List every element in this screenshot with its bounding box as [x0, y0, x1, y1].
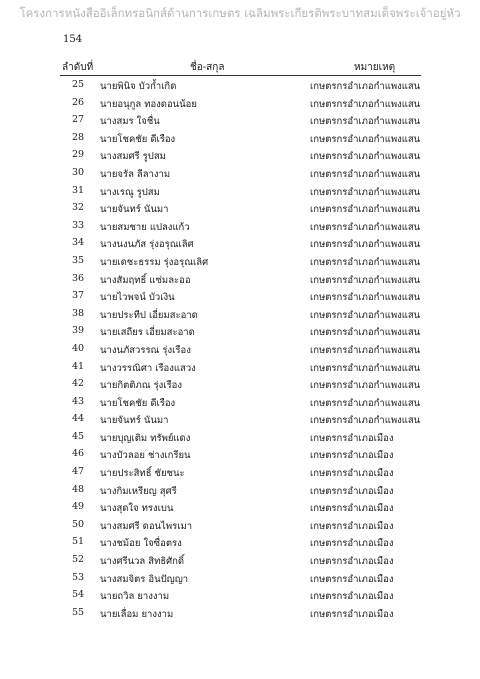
row-name: นางนงนภัส รุ่งอรุณเลิศ — [100, 239, 194, 251]
row-note: เกษตรกรอำเภอเมือง — [310, 450, 394, 462]
row-number: 34 — [71, 237, 85, 249]
row-number: 28 — [71, 131, 85, 143]
row-name: นายเลื่อม ยางงาม — [100, 608, 174, 620]
row-name: นายจันทร์ นันมา — [100, 415, 169, 427]
row-number: 36 — [71, 272, 85, 284]
table-row — [0, 182, 480, 200]
row-name: นางบัวลอย ช่างเกรียน — [100, 450, 191, 462]
row-number: 50 — [71, 518, 85, 530]
row-number: 30 — [71, 166, 85, 178]
row-number: 42 — [71, 378, 85, 390]
row-number: 54 — [71, 589, 85, 601]
row-name: นายบุญเติม ทรัพย์แดง — [100, 432, 191, 444]
row-number: 31 — [71, 184, 85, 196]
row-note: เกษตรกรอำเภอเมือง — [310, 503, 394, 515]
table-row — [0, 586, 480, 604]
table-row — [0, 305, 480, 323]
name-table — [0, 60, 480, 620]
table-row — [0, 358, 480, 376]
row-name: นายประทีป เอี่ยมสะอาด — [100, 309, 198, 321]
table-header-row — [0, 60, 480, 74]
table-row — [0, 129, 480, 147]
table-row — [0, 445, 480, 463]
row-note: เกษตรกรอำเภอกำแพงแสน — [310, 292, 421, 304]
row-note: เกษตรกรอำเภอกำแพงแสน — [310, 380, 421, 392]
table-row — [0, 533, 480, 551]
row-name: นายพินิจ บัวก้ำเกิด — [100, 81, 177, 92]
row-note: เกษตรกรอำเภอเมือง — [310, 520, 394, 532]
row-number: 45 — [71, 430, 85, 442]
row-name: นางวรรณิศา เรืองแสวง — [100, 362, 196, 374]
table-row — [0, 428, 480, 446]
table-row — [0, 234, 480, 252]
row-note: เกษตรกรอำเภอเมือง — [310, 591, 394, 603]
row-note: เกษตรกรอำเภอเมือง — [310, 468, 394, 480]
row-name: นายกิตติภณ รุ่งเรือง — [100, 380, 183, 392]
row-number: 43 — [71, 395, 85, 407]
row-note: เกษตรกรอำเภอเมือง — [310, 538, 394, 550]
table-row — [0, 270, 480, 288]
column-header-number: ลำดับที่ — [62, 62, 94, 73]
row-note: เกษตรกรอำเภอเมือง — [310, 556, 394, 568]
table-row — [0, 94, 480, 112]
row-number: 40 — [71, 342, 85, 354]
row-number: 47 — [71, 466, 85, 478]
table-row — [0, 375, 480, 393]
row-number: 55 — [71, 606, 85, 618]
row-name: นางสุดใจ ทรงเบน — [100, 503, 174, 515]
row-note: เกษตรกรอำเภอกำแพงแสน — [310, 186, 421, 198]
row-note: เกษตรกรอำเภอกำแพงแสน — [310, 397, 421, 409]
row-number: 41 — [71, 360, 85, 372]
table-row — [0, 322, 480, 340]
row-number: 49 — [71, 501, 85, 513]
row-name: นายประสิทธิ์ ชัยชนะ — [100, 468, 185, 480]
row-note: เกษตรกรอำเภอกำแพงแสน — [310, 116, 421, 128]
row-name: นายจรัล ลีลางาม — [100, 168, 171, 180]
row-note: เกษตรกรอำเภอกำแพงแสน — [310, 256, 421, 268]
row-name: นางเรณู รูปสม — [100, 186, 160, 198]
row-note: เกษตรกรอำเภอกำแพงแสน — [310, 274, 421, 286]
table-row — [0, 217, 480, 235]
row-note: เกษตรกรอำเภอกำแพงแสน — [310, 133, 421, 145]
row-name: นางศรีนวล สิทธิศักดิ์ — [100, 556, 185, 568]
table-row — [0, 410, 480, 428]
table-row — [0, 393, 480, 411]
row-note: เกษตรกรอำเภอเมือง — [310, 573, 394, 585]
table-row — [0, 551, 480, 569]
row-number: 27 — [71, 114, 85, 126]
row-name: นายสมชาย แปลงแก้ว — [100, 221, 190, 233]
row-name: นางสัมฤทธิ์ แซ่มละออ — [100, 274, 191, 286]
row-number: 37 — [71, 290, 85, 302]
row-name: นายจันทร์ นันมา — [100, 204, 169, 216]
row-number: 33 — [71, 219, 85, 231]
row-name: นายโชคชัย ดีเรือง — [100, 133, 176, 145]
column-header-note: หมายเหตุ — [354, 62, 396, 73]
row-note: เกษตรกรอำเภอกำแพงแสน — [310, 151, 421, 163]
row-note: เกษตรกรอำเภอกำแพงแสน — [310, 415, 421, 427]
row-number: 39 — [71, 325, 85, 337]
row-note: เกษตรกรอำเภอกำแพงแสน — [310, 98, 421, 110]
row-number: 53 — [71, 571, 85, 583]
running-header: โครงการหนังสืออิเล็กทรอนิกส์ด้านการเกษตร เฉลิมพระเกียรติพระบาทสมเด็จพระเจ้าอยู่หัว — [19, 6, 461, 20]
row-note: เกษตรกรอำเภอกำแพงแสน — [310, 81, 421, 92]
table-row — [0, 76, 480, 94]
row-number: 32 — [71, 202, 85, 214]
table-row — [0, 604, 480, 622]
row-name: นายเสถียร เอี่ยมสะอาด — [100, 327, 195, 339]
row-name: นางสมศรี รูปสม — [100, 151, 166, 163]
row-note: เกษตรกรอำเภอเมือง — [310, 608, 394, 620]
row-name: นายเดชะธรรม รุ่งอรุณเลิศ — [100, 256, 209, 268]
row-name: นางกิมเหรียญ สุศรี — [100, 485, 177, 497]
row-name: นายไวพจน์ บัวเงิน — [100, 292, 175, 304]
row-number: 51 — [71, 536, 85, 548]
row-name: นางสมศรี ดอนไพรเมา — [100, 520, 193, 532]
row-note: เกษตรกรอำเภอเมือง — [310, 432, 394, 444]
column-header-name: ชื่อ-สกุล — [190, 62, 225, 73]
table-row — [0, 463, 480, 481]
row-number: 26 — [71, 96, 85, 108]
row-note: เกษตรกรอำเภอกำแพงแสน — [310, 168, 421, 180]
table-row — [0, 287, 480, 305]
row-note: เกษตรกรอำเภอกำแพงแสน — [310, 327, 421, 339]
table-row — [0, 146, 480, 164]
table-row — [0, 481, 480, 499]
row-number: 44 — [71, 413, 85, 425]
table-row — [0, 498, 480, 516]
table-row — [0, 252, 480, 270]
row-note: เกษตรกรอำเภอกำแพงแสน — [310, 344, 421, 356]
row-name: นายอนุกูล ทองดอนน้อย — [100, 98, 197, 110]
row-name: นางสมจิตร อินปัญญา — [100, 573, 189, 585]
table-row — [0, 199, 480, 217]
page-number: 154 — [63, 34, 83, 45]
row-note: เกษตรกรอำเภอกำแพงแสน — [310, 221, 421, 233]
row-number: 35 — [71, 254, 85, 266]
table-row — [0, 516, 480, 534]
table-body — [0, 76, 480, 621]
row-note: เกษตรกรอำเภอกำแพงแสน — [310, 309, 421, 321]
row-number: 46 — [71, 448, 85, 460]
row-name: นายถวิล ยางงาม — [100, 591, 170, 603]
table-row — [0, 111, 480, 129]
row-number: 52 — [71, 554, 85, 566]
row-note: เกษตรกรอำเภอกำแพงแสน — [310, 204, 421, 216]
row-number: 38 — [71, 307, 85, 319]
row-name: นางชม้อย ใจซื่อตรง — [100, 538, 182, 550]
table-row — [0, 164, 480, 182]
row-number: 29 — [71, 149, 85, 161]
row-note: เกษตรกรอำเภอเมือง — [310, 485, 394, 497]
table-row — [0, 569, 480, 587]
row-number: 25 — [71, 79, 85, 90]
row-name: นางสมร ใจชื่น — [100, 116, 160, 128]
table-row — [0, 340, 480, 358]
row-name: นายโชคชัย ดีเรือง — [100, 397, 176, 409]
row-number: 48 — [71, 483, 85, 495]
row-note: เกษตรกรอำเภอกำแพงแสน — [310, 239, 421, 251]
row-name: นางนภัสวรรณ รุ่งเรือง — [100, 344, 191, 356]
row-note: เกษตรกรอำเภอกำแพงแสน — [310, 362, 421, 374]
